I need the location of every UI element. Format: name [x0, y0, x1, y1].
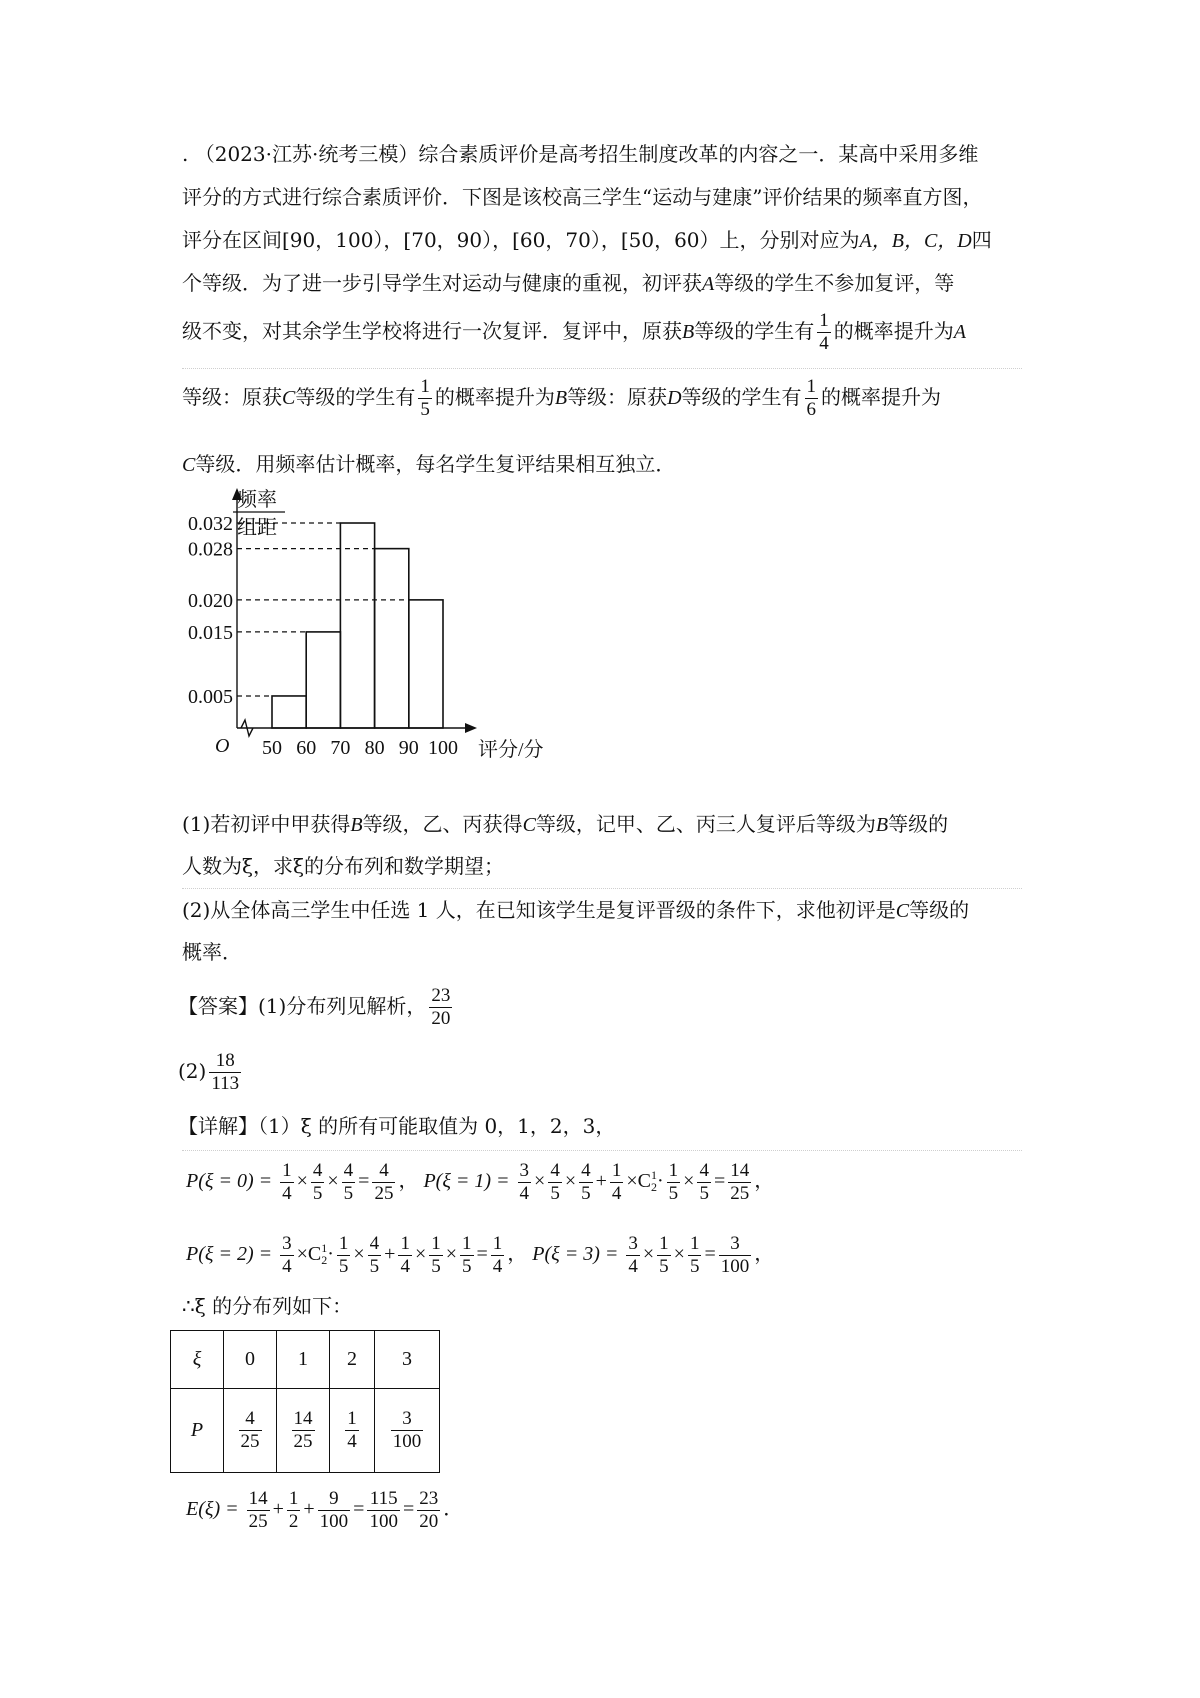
problem-line-6-mid2: 的概率提升为: [434, 385, 555, 409]
frac-4-25: $\frac{4}{25}$: [374, 1160, 394, 1204]
equation-p2-p3: P(ξ = 2) = $\frac{3}{4}$ $\times C_2^1\cdot$ $\frac{1}{5}$ × $\frac{4}{5}$ + $\frac{1}{4}$ × $\frac{1}{5}$ × $\frac{1}{5}$ = $\frac{1}{4}$ ， P(ξ = 3) = $\frac{3}{4}$ × $\frac{1}{5}$ × $\frac{1}{5}$ = $\frac{3}{100}$ ，: [186, 1233, 775, 1277]
frac-1-5: $\frac{1}{5}$: [668, 1160, 679, 1204]
equation-p0-p1: P(ξ = 0) = $\frac{1}{4}$ × $\frac{4}{5}$ × $\frac{4}{5}$ = $\frac{4}{25}$ ， P(ξ = 1) = $\frac{3}{4}$ × $\frac{4}{5}$ × $\frac{4}{5}$ + $\frac{1}{4}$ $\times C_2^1\cdot$ $\frac{1}{5}$ × $\frac{4}{5}$ = $\frac{14}{25}$ ，: [186, 1160, 775, 1204]
frac-3-4: $\frac{3}{4}$: [282, 1233, 292, 1277]
var-d: D: [667, 387, 682, 409]
p3-lhs: P(ξ = 3) =: [532, 1243, 619, 1266]
frac-14-25: $\frac{14}{25}$: [730, 1160, 750, 1204]
x-tick-label: 70: [330, 737, 351, 759]
grade-list: A，B，C，D: [859, 230, 972, 252]
problem-line-3-text: 评分在区间[90，100），[70，90），[60，70），[50，60）上，分别对应为: [182, 228, 860, 252]
fraction-1-4: $\frac{1}{4}$: [819, 310, 829, 354]
question-2-line-2: 概率．: [182, 940, 242, 964]
frac-1-4: $\frac{1}{4}$: [282, 1160, 292, 1204]
histogram-bar: [375, 549, 409, 728]
y-axis-label-top: 频率: [237, 489, 277, 511]
p0-lhs: P(ξ = 0) =: [186, 1170, 273, 1193]
problem-line-3-tail: 四: [971, 228, 992, 252]
origin-label: O: [215, 735, 230, 757]
question-1-line-1: [182, 810, 948, 839]
problem-line-6-tail: 的概率提升为: [821, 385, 942, 409]
y-tick-label: 0.005: [188, 685, 233, 708]
frac-3-100: $\frac{3}{100}$: [720, 1233, 750, 1277]
x-tick-label: 50: [262, 737, 282, 759]
table-cell: $\frac{4}{25}$: [224, 1389, 277, 1473]
var-a-2: A: [953, 321, 966, 343]
frac-4-5: $\frac{4}{5}$: [369, 1233, 380, 1277]
histogram-bar: [340, 523, 374, 728]
frac-3-4: $\frac{3}{4}$: [628, 1233, 638, 1277]
frac-3-4: $\frac{3}{4}$: [519, 1160, 530, 1204]
question-2-line-1: [182, 896, 969, 925]
frac-115-100: $\frac{115}{100}$: [369, 1488, 398, 1532]
problem-line-3: [182, 226, 992, 255]
table-row: [171, 1389, 440, 1473]
table-cell: 2: [330, 1331, 375, 1389]
x-tick-label: 90: [398, 737, 419, 759]
answer-fraction-2: $\frac{18}{113}$: [211, 1050, 240, 1094]
y-axis-label-bottom: 组距: [237, 517, 277, 539]
frac-4-5: $\frac{4}{5}$: [581, 1160, 591, 1204]
var-a: A: [702, 273, 715, 295]
question-2-text-a: (2)从全体高三学生中任选 1 人，在已知该学生是复评晋级的条件下，求他初评是: [182, 898, 896, 922]
y-tick-label: 0.020: [188, 589, 233, 612]
answer-label-2: (2): [178, 1059, 207, 1083]
problem-line-5-tail: 的概率提升为: [833, 319, 954, 343]
x-axis-label: 评分/分: [478, 739, 544, 761]
frac-1-5: $\frac{1}{5}$: [431, 1233, 441, 1277]
var-b: B: [682, 321, 695, 343]
var-c-2: C: [182, 454, 196, 476]
question-1-text-b: 等级，乙、丙获得: [362, 812, 523, 836]
table-cell: $\frac{14}{25}$: [277, 1389, 330, 1473]
question-1-text-d: 等级的: [888, 812, 949, 836]
e-lhs: E(ξ) =: [186, 1498, 239, 1521]
problem-line-5-mid: 等级的学生有: [694, 319, 815, 343]
question-1-text-c: 等级，记甲、乙、丙三人复评后等级为: [535, 812, 876, 836]
problem-line-1: . （2023·江苏·统考三模）综合素质评价是高考招生制度改革的内容之一．某高中采用多维: [182, 142, 979, 166]
problem-line-6-mid: 等级的学生有: [295, 385, 416, 409]
problem-line-6-mid3: 等级：原获: [567, 385, 668, 409]
question-1-line-2: 人数为ξ，求ξ的分布列和数学期望；: [182, 854, 505, 878]
answer-line-2: [178, 1050, 244, 1095]
histogram-bar: [409, 600, 443, 728]
frac-4-5: $\frac{4}{5}$: [699, 1160, 709, 1204]
x-tick-label: 100: [428, 737, 458, 759]
problem-line-6-mid4: 等级的学生有: [681, 385, 802, 409]
distribution-table: [170, 1330, 440, 1473]
problem-line-4-tail: 等级的学生不参加复评，等: [714, 271, 955, 295]
answer-fraction-1: $\frac{23}{20}$: [431, 985, 451, 1029]
frequency-histogram: [175, 488, 575, 798]
y-tick-label: 0.028: [188, 538, 233, 561]
frac-1-4: $\frac{1}{4}$: [492, 1233, 503, 1277]
table-cell: 1: [277, 1331, 330, 1389]
question-2-text-b: 等级的: [909, 898, 970, 922]
frac-1-4: $\frac{1}{4}$: [611, 1160, 622, 1204]
problem-line-2: 评分的方式进行综合素质评价．下图是该校高三学生“运动与建康”评价结果的频率直方图，: [182, 185, 983, 209]
table-cell: 0: [224, 1331, 277, 1389]
frac-1-5: $\frac{1}{5}$: [338, 1233, 349, 1277]
problem-line-4-text: 个等级．为了进一步引导学生对运动与健康的重视，初评获: [182, 271, 702, 295]
histogram-bar: [306, 632, 340, 728]
table-cell-xi: ξ: [171, 1331, 224, 1389]
p2-lhs: P(ξ = 2) =: [186, 1243, 273, 1266]
problem-line-6-text: 等级：原获: [182, 385, 282, 409]
fraction-1-6: $\frac{1}{6}$: [806, 376, 817, 420]
dotted-separator-2: [182, 888, 1022, 889]
distribution-intro: ∴ξ 的分布列如下：: [182, 1294, 353, 1318]
question-1-text-a: (1)若初评中甲获得: [182, 812, 351, 836]
frac-4-5: $\frac{4}{5}$: [312, 1160, 323, 1204]
problem-line-4: [182, 269, 954, 298]
problem-line-5-text: 级不变，对其余学生学校将进行一次复评．复评中，原获: [182, 319, 682, 343]
frac-1-5: $\frac{1}{5}$: [689, 1233, 700, 1277]
var-c-q1: C: [522, 814, 536, 836]
x-tick-label: 80: [364, 737, 385, 759]
frac-9-100: $\frac{9}{100}$: [319, 1488, 349, 1532]
table-row: [171, 1331, 440, 1389]
problem-line-5: [182, 310, 966, 355]
dotted-separator-3: [182, 1150, 1022, 1151]
frac-1-4: $\frac{1}{4}$: [400, 1233, 410, 1277]
frac-1-2: $\frac{1}{2}$: [288, 1488, 299, 1532]
frac-23-20: $\frac{23}{20}$: [419, 1488, 439, 1532]
x-axis-arrow: [465, 723, 477, 733]
detail-label: 【详解】（1）ξ 的所有可能取值为 0，1，2，3，: [178, 1114, 616, 1138]
equation-expectation: E(ξ) = $\frac{14}{25}$ + $\frac{1}{2}$ + $\frac{9}{100}$ = $\frac{115}{100}$ = $\frac{23}{20}$ ．: [186, 1488, 464, 1532]
problem-line-6: [182, 376, 941, 421]
combination-c: C: [637, 1170, 651, 1193]
table-cell: $\frac{1}{4}$: [330, 1389, 375, 1473]
var-b-q1: B: [350, 814, 363, 836]
table-cell: 3: [375, 1331, 440, 1389]
frac-14-25: $\frac{14}{25}$: [248, 1488, 268, 1532]
x-tick-label: 60: [296, 737, 317, 759]
y-tick-label: 0.015: [188, 621, 233, 644]
p1-lhs: P(ξ = 1) =: [423, 1170, 510, 1193]
table-cell-p: P: [171, 1389, 224, 1473]
frac-1-5: $\frac{1}{5}$: [462, 1233, 472, 1277]
problem-line-7-text: 等级．用频率估计概率，每名学生复评结果相互独立．: [195, 452, 676, 476]
combination-c: C: [307, 1243, 322, 1266]
table-cell: $\frac{3}{100}$: [375, 1389, 440, 1473]
var-c: C: [282, 387, 296, 409]
answer-label: 【答案】(1)分布列见解析，: [178, 994, 427, 1018]
y-tick-label: 0.032: [188, 513, 233, 536]
fraction-1-5: $\frac{1}{5}$: [420, 376, 430, 420]
problem-line-7: [182, 450, 675, 479]
var-c-q2: C: [895, 900, 910, 922]
var-b-2: B: [554, 387, 568, 409]
var-b-q1-2: B: [875, 814, 889, 836]
answer-line-1: [178, 985, 455, 1030]
histogram-bar: [272, 696, 306, 728]
frac-1-5: $\frac{1}{5}$: [659, 1233, 669, 1277]
dotted-separator: [182, 368, 1022, 369]
frac-4-5: $\frac{4}{5}$: [550, 1160, 560, 1204]
frac-4-5: $\frac{4}{5}$: [343, 1160, 354, 1204]
